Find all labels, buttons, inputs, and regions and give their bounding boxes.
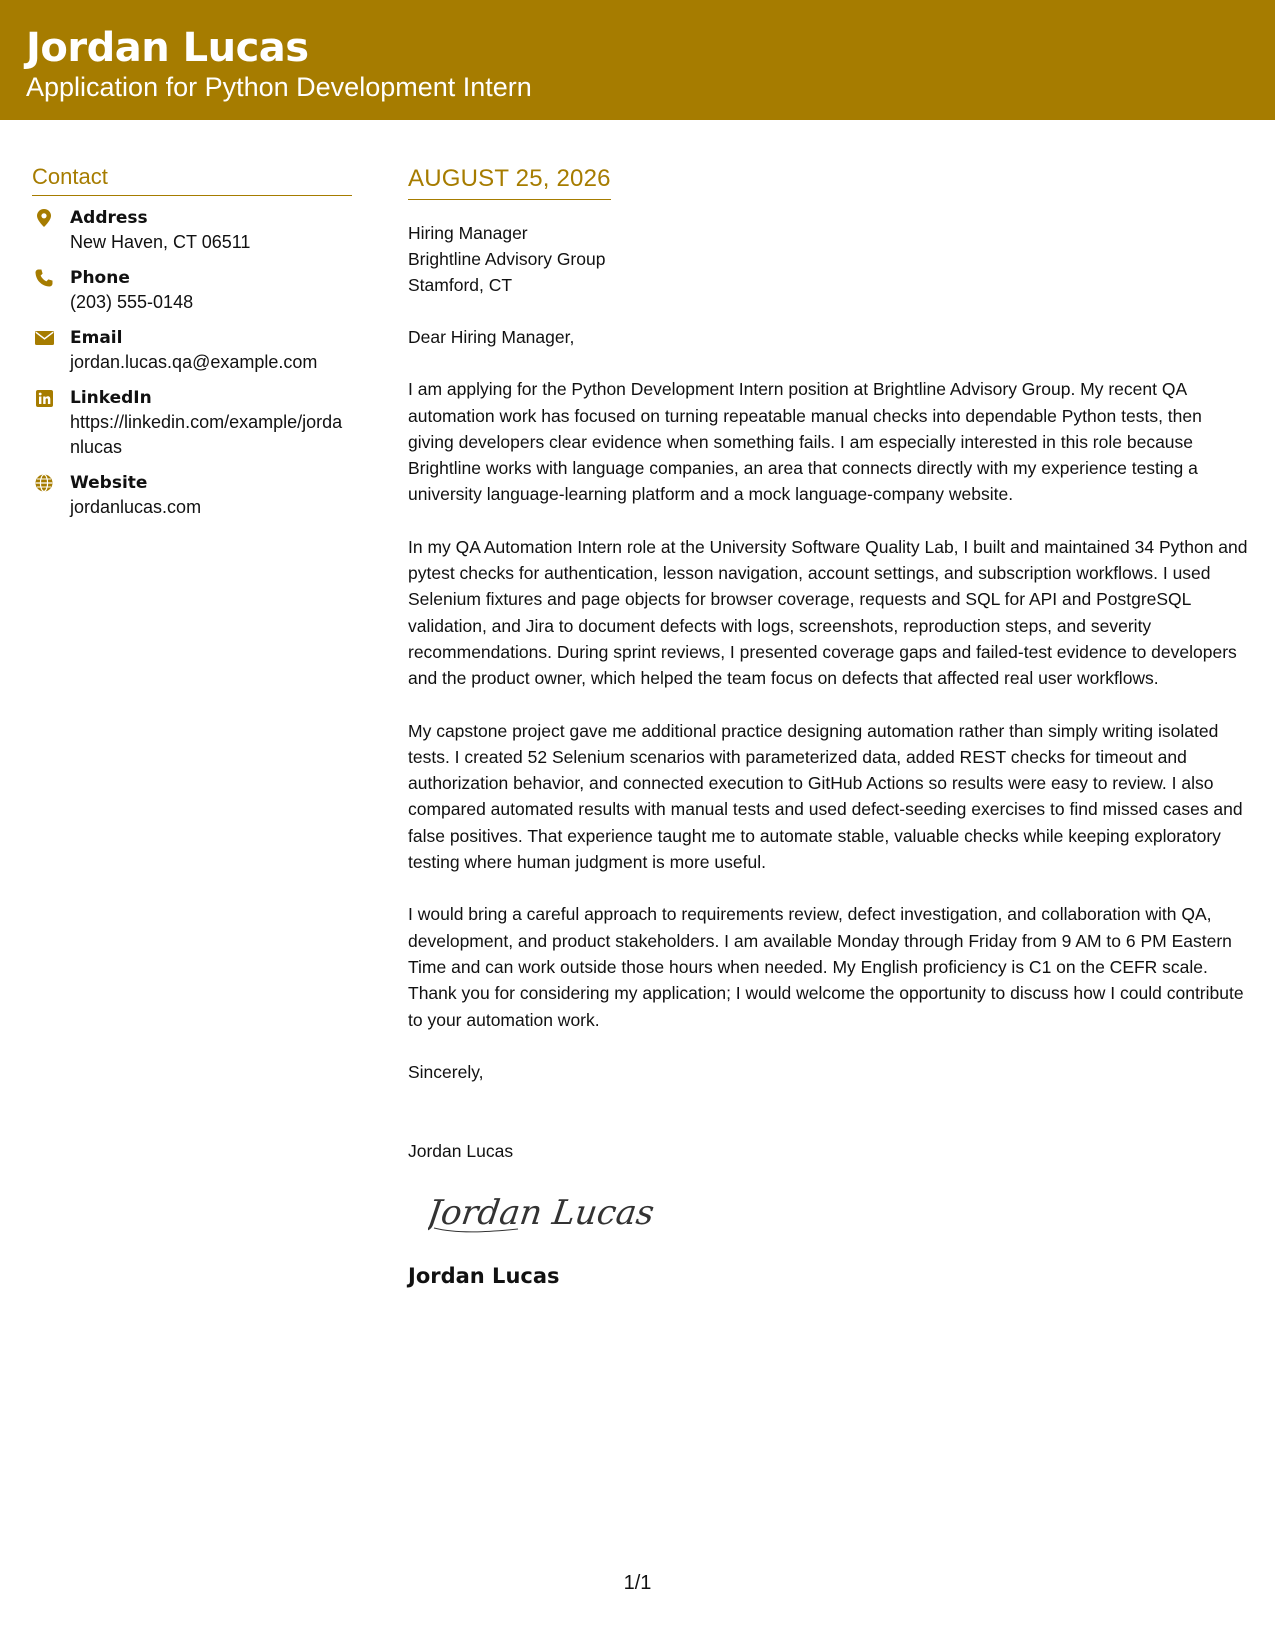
contact-item-email (32, 326, 352, 375)
page-header (0, 0, 1275, 120)
salutation: Dear Hiring Manager, (408, 327, 575, 347)
envelope-icon (34, 328, 54, 348)
contact-label: Phone (70, 268, 130, 288)
contact-value[interactable]: https://linkedin.com/example/jordanlucas (70, 412, 343, 457)
contact-label: Website (70, 473, 148, 493)
contact-label: Address (70, 208, 148, 228)
svg-text:Jordan Lucas: Jordan Lucas (428, 1193, 657, 1234)
letter-paragraph: I am applying for the Python Development Intern position at Brightline Advisory Group. My recent QA automation work has focused on turning repeatable manual checks into dependable Python tests, then giving developers clear evidence when something fails. I am especially interested in this role because Brightline works with language companies, an area that connects directly with my experience testing a university language-learning platform and a mock language-company website. (408, 379, 1202, 505)
closing: Sincerely, (408, 1061, 484, 1082)
contact-value: jordan.lucas.qa@example.com (70, 352, 318, 372)
globe-icon (34, 473, 54, 493)
letter-paragraph: I would bring a careful approach to requirements review, defect investigation, and collaboration with QA, development, and product stakeholders. I am available Monday through Friday from 9 AM to 6 PM Eastern Time and can work outside those hours when needed. My English proficiency is C1 on the CEFR scale. Thank you for considering my application; I would welcome the opportunity to discuss how I could contribute to your automation work. (408, 904, 1244, 1030)
contact-value: New Haven, CT 06511 (70, 232, 251, 252)
contact-heading: Contact (32, 163, 352, 196)
contact-list (32, 206, 352, 520)
contact-value[interactable]: jordanlucas.com (70, 497, 202, 517)
recipient-location: Stamford, CT (408, 275, 513, 295)
phone-icon (34, 268, 54, 288)
contact-value: (203) 555-0148 (70, 292, 194, 312)
handwritten-signature (428, 1182, 658, 1242)
contact-item-address (32, 206, 352, 255)
letter-body (408, 164, 1248, 1290)
application-subtitle: Application for Python Development Intern (26, 72, 532, 102)
applicant-name: Jordan Lucas (26, 25, 309, 71)
letter-date: AUGUST 25, 2026 (408, 164, 611, 200)
signer-name-typed: Jordan Lucas (408, 1141, 514, 1162)
letter-paragraph: My capstone project gave me additional practice designing automation rather than simply writing isolated tests. I created 52 Selenium scenarios with parameterized data, added REST checks for timeout and authorization behavior, and connected execution to GitHub Actions so results were easy to review. I also compared automated results with manual tests and used defect-seeding exercises to find missed cases and false positives. That experience taught me to automate stable, valuable checks while keeping exploratory testing where human judgment is more useful. (408, 720, 1243, 873)
linkedin-icon (34, 388, 54, 408)
letter-paragraph: In my QA Automation Intern role at the University Software Quality Lab, I built and maintained 34 Python and pytest checks for authentication, lesson navigation, account settings, and subscription workflows. I used Selenium fixtures and page objects for browser coverage, requests and SQL for API and PostgreSQL validation, and Jira to document defects with logs, screenshots, reproduction steps, and severity recommendations. During sprint reviews, I presented coverage gaps and failed-test evidence to developers and the product owner, which helped the team focus on defects that affected real user workflows. (408, 536, 1248, 689)
page-number: 1/1 (623, 1572, 652, 1594)
contact-item-website (32, 471, 352, 520)
contact-sidebar (32, 163, 352, 531)
recipient-block (408, 220, 1248, 298)
contact-item-phone (32, 266, 352, 315)
contact-label: Email (70, 328, 123, 348)
recipient-company: Brightline Advisory Group (408, 249, 606, 269)
contact-label: LinkedIn (70, 388, 152, 408)
signer-name-bold: Jordan Lucas (408, 1263, 560, 1288)
map-pin-icon (34, 208, 54, 228)
contact-item-linkedin (32, 386, 352, 460)
recipient-title: Hiring Manager (408, 223, 528, 243)
